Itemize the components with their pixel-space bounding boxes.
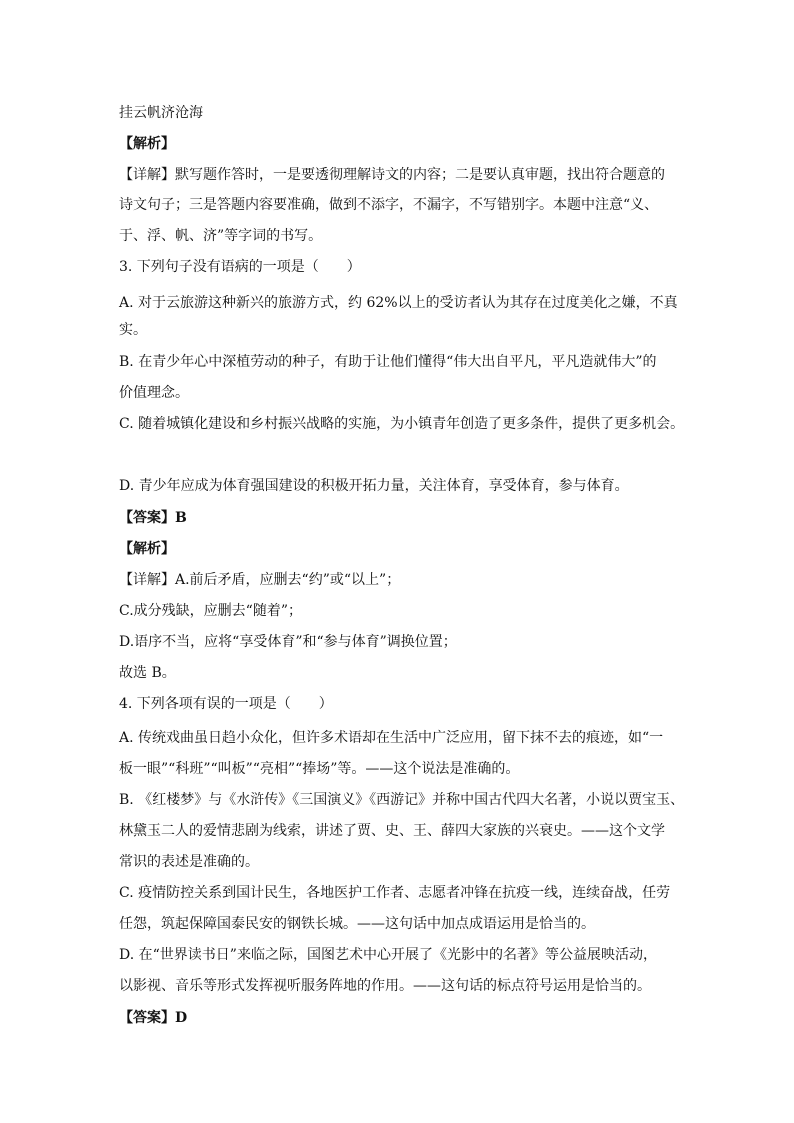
option-c: C. 疫情防控关系到国计民生，各地医护工作者、志愿者冲锋在抗疫一线，连续奋战，任劳 xyxy=(119,885,671,901)
option-a-continued: 板一眼”“科班”“叫板”“亮相”“捧场”等。——这个说法是准确的。 xyxy=(119,761,520,777)
detail-paragraph-line: 诗文句子；三是答题内容要准确，做到不添字，不漏字，不写错别字。本题中注意“义、 xyxy=(119,197,659,213)
option-a: A. 对于云旅游这种新兴的旅游方式，约 62%以上的受访者认为其存在过度美化之嫌，不真 xyxy=(119,295,678,311)
option-d: D. 青少年应成为体育强国建设的积极开拓力量，关注体育，享受体育，参与体育。 xyxy=(119,478,629,494)
option-b-continued: 价值理念。 xyxy=(119,385,189,401)
detail-paragraph-line: 于、浮、帆、济”等字词的书写。 xyxy=(119,228,323,244)
detail-line: 故选 B。 xyxy=(119,665,176,681)
analysis-heading: 【解析】 xyxy=(119,541,175,557)
detail-line: 【详解】A.前后矛盾，应删去“约”或“以上”； xyxy=(119,572,401,588)
option-d-continued: 以影视、音乐等形式发挥视听服务阵地的作用。——这句话的标点符号运用是恰当的。 xyxy=(119,978,651,994)
analysis-heading: 【解析】 xyxy=(119,136,175,152)
option-a-continued: 实。 xyxy=(119,322,147,338)
option-c: C. 随着城镇化建设和乡村振兴战略的实施，为小镇青年创造了更多条件，提供了更多机会。 xyxy=(119,416,685,432)
question-4-stem: 4. 下列各项有误的一项是（ ） xyxy=(119,696,333,712)
option-d: D. 在“世界读书日”来临之际，国图艺术中心开展了《光影中的名著》等公益展映活动， xyxy=(119,947,657,963)
option-b-continued: 林黛玉二人的爱情悲剧为线索，讲述了贾、史、王、薛四大家族的兴衰史。——这个文学 xyxy=(119,823,665,839)
answer-heading: 【答案】B xyxy=(119,510,187,526)
detail-line: D.语序不当，应将“享受体育”和“参与体育”调换位置； xyxy=(119,634,457,650)
detail-paragraph-line: 【详解】默写题作答时，一是要透彻理解诗文的内容；二是要认真审题，找出符合题意的 xyxy=(119,167,665,183)
option-c-continued: 任怨，筑起保障国泰民安的钢铁长城。——这句话中加点成语运用是恰当的。 xyxy=(119,916,595,932)
option-b: B. 《红楼梦》与《水浒传》《三国演义》《西游记》并称中国古代四大名著，小说以贾宝玉、 xyxy=(119,792,685,808)
option-a: A. 传统戏曲虽日趋小众化，但许多术语却在生活中广泛应用，留下抹不去的痕迹，如“一 xyxy=(119,730,664,746)
option-b: B. 在青少年心中深植劳动的种子，有助于让他们懂得“伟大出自平凡，平凡造就伟大”的 xyxy=(119,354,657,370)
answer-text: 挂云帆济沧海 xyxy=(119,105,203,121)
detail-line: C.成分残缺，应删去“随着”； xyxy=(119,603,302,619)
answer-heading: 【答案】D xyxy=(119,1010,188,1026)
option-b-continued: 常识的表述是准确的。 xyxy=(119,854,259,870)
question-3-stem: 3. 下列句子没有语病的一项是（ ） xyxy=(119,259,361,275)
